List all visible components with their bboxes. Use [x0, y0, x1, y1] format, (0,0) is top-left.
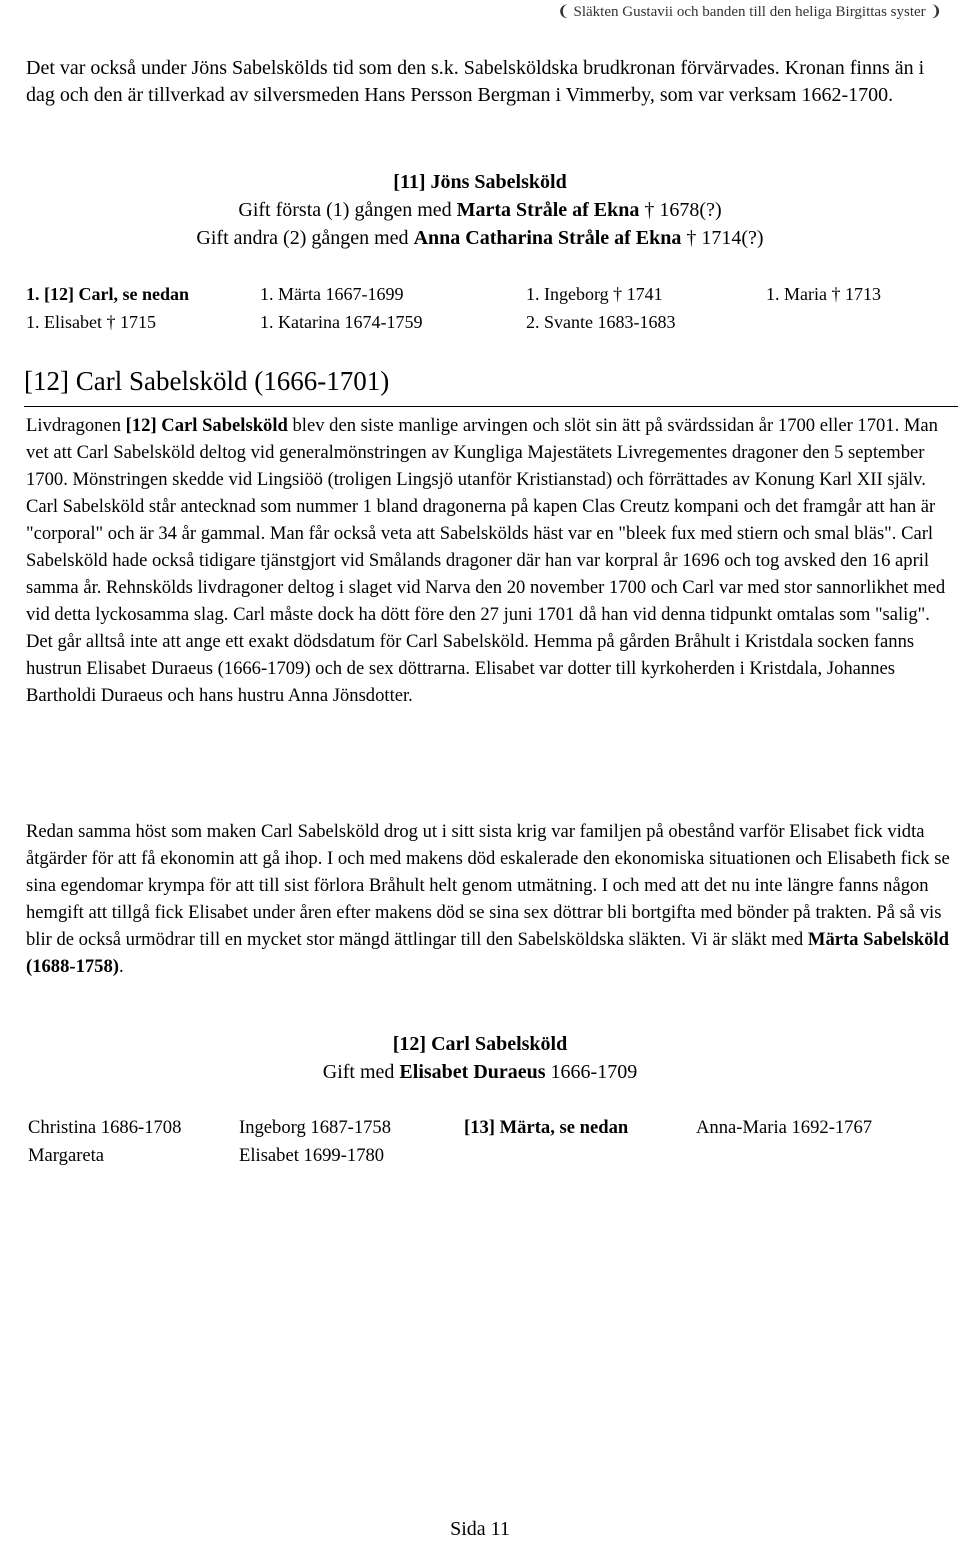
child-katarina: 1. Katarina 1674-1759: [260, 312, 423, 332]
heading-rule: [24, 406, 958, 407]
para2-end: .: [118, 956, 124, 977]
page-header: ❨ Släkten Gustavii och banden till den heliga Birgittas syster ❩: [557, 4, 942, 20]
marriage-1-name: Marta Stråle af Ekna: [456, 199, 640, 221]
carl-marriage-name: Elisabet Duraeus: [399, 1061, 546, 1083]
jons-title-text: [11] Jöns Sabelsköld: [393, 171, 567, 193]
carl-paragraph-2: [26, 818, 954, 980]
marriage-1-suffix: † 1678(?): [639, 199, 722, 221]
carl-marriage-prefix: Gift med: [322, 1061, 400, 1083]
carl-marriage-suffix: 1666-1709: [545, 1061, 638, 1083]
child-elisabet: 1. Elisabet † 1715: [26, 312, 156, 332]
para1-name: [12] Carl Sabelsköld: [125, 415, 288, 436]
jons-title: [0, 168, 960, 196]
child-ingeborg: 1. Ingeborg † 1741: [526, 284, 663, 304]
carl-title: [0, 1030, 960, 1058]
marriage-2-suffix: † 1714(?): [681, 227, 764, 249]
page-number: Sida 11: [450, 1518, 510, 1540]
carl-marriage: [0, 1058, 960, 1086]
carl-paragraph-1: [26, 412, 954, 709]
child-margareta: Margareta: [28, 1145, 105, 1166]
child-svante: 2. Svante 1683-1683: [526, 312, 676, 332]
marriage-1-prefix: Gift första (1) gången med: [238, 199, 457, 221]
section-heading: [12] Carl Sabelsköld (1666-1701): [24, 366, 390, 396]
child-anna-maria: Anna-Maria 1692-1767: [696, 1117, 873, 1138]
child-maria: 1. Maria † 1713: [766, 284, 881, 304]
para1-rest: blev den siste manlige arvingen och slöt sin ätt på svärdssidan år 1700 eller 1701. Man vet att Carl Sabelsköld deltog vid generalmönstringen av Kungliga Majestätets Livregementes dragoner den 5 september 1700. Mönstringen skedde vid Lingsiöö (troligen Lingsjö utanför Kristianstad) och förrättades av Konung Karl XII själv. Carl Sabelsköld står antecknad som nummer 1 bland dragonerna på kapen Clas Creutz kompani och det framgår att han är "corporal" och är 34 år gammal. Man får också veta att Sabelskölds häst var en "bleek fux med stiern och smal bläs". Carl Sabelsköld hade också tidigare tjänstgjort vid Smålands dragoner där han var korpral år 1696 och tog avsked den 16 april samma år. Rehnskölds livdragoner deltog i slaget vid Narva den 20 november 1700 och Carl var med stor sannorlikhet med vid detta lyckosamma slag. Carl måste dock ha dött före den 27 juni 1701 då han vid denna tidpunkt omtalas som "salig". Det går alltså inte att ange ett exakt dödsdatum för Carl Sabelsköld. Hemma på gården Bråhult i Kristdala socken fanns hustrun Elisabet Duraeus (1666-1709) och de sex döttrarna. Elisabet var dotter till kyrkoherden i Kristdala, Johannes Bartholdi Duraeus och hans hustru Anna Jönsdotter.: [26, 415, 946, 706]
para1-lead: Livdragonen: [26, 415, 126, 436]
child-marta: 1. Märta 1667-1699: [260, 284, 404, 304]
child-ingeborg-2: Ingeborg 1687-1758: [239, 1117, 392, 1138]
carl-title-text: [12] Carl Sabelsköld: [392, 1033, 568, 1055]
child-christina: Christina 1686-1708: [28, 1117, 182, 1138]
child-elisabet-2: Elisabet 1699-1780: [239, 1145, 385, 1166]
jons-marriage-1: [0, 196, 960, 224]
intro-paragraph: Det var också under Jöns Sabelskölds tid som den s.k. Sabelsköldska brudkronan förvärvades. Kronan finns än i dag och den är tillverkad av silversmeden Hans Persson Bergman i Vimmerby, som var verksam 1662-1700.: [26, 57, 925, 106]
jons-marriage-2: [0, 224, 960, 252]
child-marta-2: [13] Märta, se nedan: [464, 1117, 629, 1138]
marriage-2-name: Anna Catharina Stråle af Ekna: [413, 227, 682, 249]
para2-text: Redan samma höst som maken Carl Sabelsköld drog ut i sitt sista krig var familjen på obestånd varför Elisabet fick vidta åtgärder för att få ekonomin att gå ihop. I och med makens död eskalerade den ekonomiska situationen och Elisabeth fick se sina egendomar krympa för att till sist förlora Bråhult helt genom utmätning. I och med att det nu inte längre fanns någon hemgift att tillgå fick Elisabet under åren efter makens död se sina sex döttrar bli bortgifta med bönder på trakten. På så vis blir de också urmödrar till en mycket stor mängd ättlingar till den Sabelsköldska släkten. Vi är släkt med: [26, 821, 950, 950]
para2-bold: Märta Sabelsköld (1688-1758): [26, 929, 949, 977]
child-carl: 1. [12] Carl, se nedan: [26, 284, 189, 304]
marriage-2-prefix: Gift andra (2) gången med: [196, 227, 414, 249]
